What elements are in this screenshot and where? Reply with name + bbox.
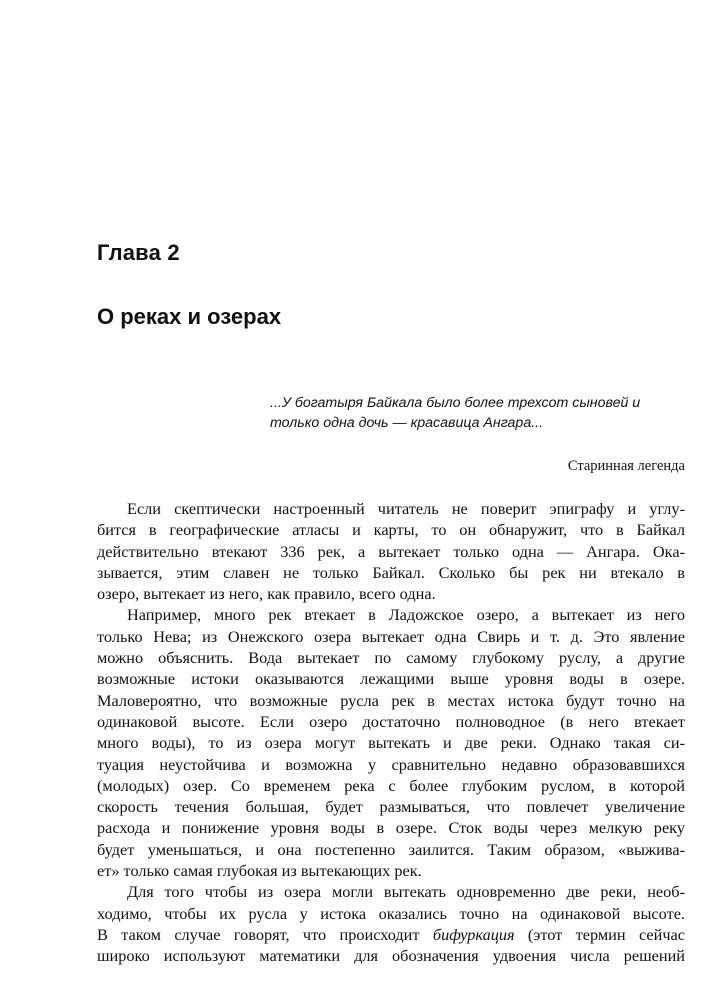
chapter-title: О реках и озерах — [97, 304, 282, 329]
epigraph-line: ...У богатыря Байкала было более трехсот сыновей и — [270, 395, 641, 411]
epigraph-line: только одна дочь — красавица Ангара... — [270, 415, 544, 431]
text-line: скорость течения большая, будет размываться, что повлечет увеличение — [97, 797, 685, 817]
text-line: озеро, вытекает из него, как правило, всего одна. — [97, 584, 436, 604]
paragraph — [97, 498, 685, 604]
text-line: Для того чтобы из озера могли вытекать одновременно две реки, необ- — [127, 882, 685, 902]
text-line: ходимо, чтобы их русла у истока оказались точно на одинаковой высоте. — [97, 903, 685, 923]
paragraph — [97, 881, 685, 966]
text-line: одинаковой высоте. Если озеро достаточно полноводное (в него втекает — [97, 711, 685, 731]
text-line: широко используют математики для обозначения удвоения числа решений — [97, 946, 685, 966]
text-line: ет» только самая глубокая из вытекающих рек. — [97, 861, 422, 881]
text-line: зывается, этим славен не только Байкал. Сколько бы рек ни втекало в — [97, 562, 685, 582]
text-line: только Нева; из Онежского озера вытекает одна Свирь и т. д. Это явление — [97, 626, 685, 646]
text-line: можно объяснить. Вода вытекает по самому глубокому руслу, а другие — [97, 648, 685, 668]
epigraph-source: Старинная легенда — [567, 458, 685, 474]
text-line: Если скептически настроенный читатель не поверит эпиграфу и углу- — [127, 499, 685, 518]
text-line: Например, много рек втекает в Ладожское озеро, а вытекает из него — [127, 605, 685, 625]
chapter-number: Глава 2 — [97, 240, 180, 265]
body-text — [97, 498, 685, 967]
paragraph — [97, 604, 685, 881]
term-bifurcation: бифуркация — [432, 924, 515, 944]
text-line: туация неустойчива и возможна у сравнительно недавно образовавшихся — [97, 754, 685, 774]
text-fragment: (этот термин сейчас — [514, 924, 685, 944]
text-line: действительно втекают 336 рек, а вытекает только одна — Ангара. Ока- — [97, 541, 685, 561]
text-line: много воды), то из озера могут вытекать и две реки. Однако такая си- — [97, 733, 685, 753]
text-line: бится в географические атласы и карты, то он обнаружит, что в Байкал — [97, 520, 685, 540]
text-line: расхода и понижение уровня воды в озере. Сток воды через мелкую реку — [97, 818, 685, 838]
text-line: Маловероятно, что возможные русла рек в местах истока будут точно на — [97, 690, 685, 710]
text-fragment: В таком случае говорят, что происходит — [97, 924, 433, 944]
text-line: (молодых) озер. Со временем река с более глубоким руслом, в которой — [97, 775, 685, 795]
text-line: возможные истоки оказываются лежащими выше уровня воды в озере. — [97, 669, 685, 689]
text-line — [97, 924, 685, 945]
text-line: будет уменьшаться, и она постепенно заилится. Таким образом, «выжива- — [97, 839, 685, 859]
epigraph — [270, 393, 686, 433]
